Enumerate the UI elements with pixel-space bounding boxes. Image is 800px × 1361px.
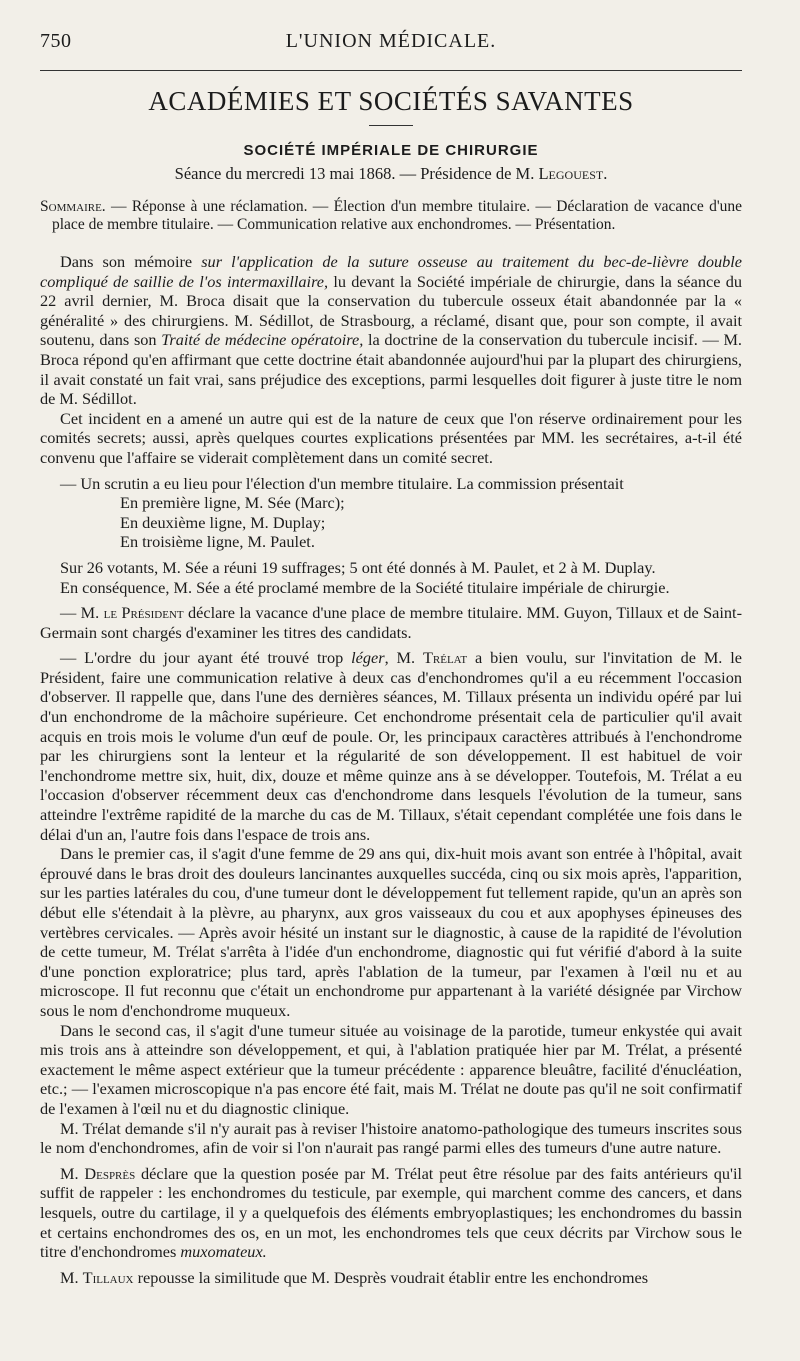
text-run: M.: [60, 1267, 83, 1287]
text-run: M.: [60, 1163, 85, 1183]
article-body: [40, 252, 742, 1287]
emphasis: muxomateux.: [180, 1242, 267, 1262]
session-end: .: [603, 164, 608, 183]
text-run: a bien voulu, sur l'invitation de M. le Président, faire une communication relative à deux cas d'enchondromes qu'il a eu récemment l'occasion d'observer. Il rappelle que, dans l'une des dernières séances, M. Tillaux présenta un individu opéré par lui d'un enchondrome de la mâchoire supérieure. Cet enchondrome présentait cela de particulier qu'il avait acquis en trois mois le volume d'un œuf de poule. Or, les principaux caractères attribués à l'enchondrome par les chirurgiens sont la lenteur et la régularité de son développement. Il est habituel de voir l'enchondrome mettre six, huit, dix, douze et même quinze ans à se développer. Toutefois, M. Trélat a eu l'occasion d'observer récemment deux cas d'enchondrome dans lesquels l'évolution de la tumeur, sans atteindre l'extrême rapidité de la marche du cas de M. Tillaux, s'était cependant complétée une fois dans le délai d'un an, l'autre fois dans l'espace de trois ans.: [40, 648, 742, 844]
speaker-name: Desprès: [84, 1163, 136, 1183]
summary-label: Sommaire: [40, 198, 102, 215]
paragraph-broca: [40, 252, 742, 409]
paragraph-scrutin: — Un scrutin a eu lieu pour l'élection d'un membre titulaire. La commission présentait: [60, 473, 624, 493]
title-rule: [369, 125, 413, 126]
text-run: repousse la similitude que M. Desprès voudrait établir entre les enchondromes: [133, 1267, 649, 1287]
text-run: — L'ordre du jour ayant été trouvé trop: [60, 648, 352, 668]
text-run: la doctrine de la conservation du tubercule incisif. — M. Broca répond qu'en affirmant que cette doctrine était abandonnée aujourd'hui par la plupart des chirurgiens, il avait constaté un fait vrai, sans préjudice des exceptions, parmi lesquelles doit figurer à juste titre le nom de M. Sédillot.: [40, 330, 743, 409]
summary-text: . — Réponse à une réclamation. — Élection d'un membre titulaire. — Déclaration de vacance d'une place de membre titulaire. — Communication relative aux enchondromes. — Présentation.: [52, 198, 742, 233]
paragraph-tillaux: [40, 1268, 742, 1288]
speaker-name: Tillaux: [82, 1267, 134, 1287]
paragraph-vacancy: [40, 603, 742, 642]
book-title: Traité de médecine opératoire,: [161, 330, 364, 350]
session-text: Séance du mercredi 13 mai 1868. — Présidence de M.: [174, 164, 539, 183]
society-name: SOCIÉTÉ IMPÉRIALE DE CHIRURGIE: [243, 142, 539, 159]
paragraph-votes: Sur 26 votants, M. Sée a réuni 19 suffrages; 5 ont été donnés à M. Paulet, et 2 à M. Duplay.: [60, 557, 656, 577]
text-run: Dans son mémoire: [60, 252, 202, 271]
section-title: ACADÉMIES ET SOCIÉTÉS SAVANTES: [148, 86, 634, 116]
summary: [40, 198, 742, 234]
header-rule: [40, 70, 742, 71]
emphasis: léger: [351, 648, 385, 668]
running-head: [40, 18, 742, 52]
candidate-line-1: En première ligne, M. Sée (Marc);: [120, 493, 345, 513]
text-run: déclare que la question posée par M. Trélat peut être résolue par des faits antérieurs qu'il suffit de rappeler : les enchondromes du testicule, par exemple, qui marchent comme des cancers, et dans lesquels, outre du cartilage, il y a quelquefois des éléments embryoplastiques; les enchondromes du bassin et certains enchondromes des os, en un mot, les enchondromes tels que ceux décrits par Virchow sous le titre d'enchondromes: [40, 1163, 742, 1262]
speaker-name: Trélat: [422, 648, 468, 668]
paragraph-trelat: [40, 648, 742, 844]
journal-title: L'UNION MÉDICALE.: [285, 30, 497, 52]
memoir-title: sur l'application de la suture osseuse au traitement du bec-de-lièvre double compliqué de saillie de l'os intermaxillaire,: [40, 252, 743, 291]
candidate-line-3: En troisième ligne, M. Paulet.: [120, 532, 315, 552]
paragraph-second-case: Dans le second cas, il s'agit d'une tumeur située au voisinage de la parotide, tumeur enkystée qui avait mis trois ans à atteindre son développement, et qui, à l'ablation pratiquée hier par M. Trélat, a présenté exactement le même aspect extérieur que la tumeur précédente : apparence bleuâtre, facilité d'énucléation, etc.; — l'examen microscopique n'a pas encore été fait, mais M. Trélat ne doute pas qu'il ne soit confirmatif de l'examen à l'œil nu et du diagnostic clinique.: [40, 1020, 742, 1118]
candidate-line-2: En deuxième ligne, M. Duplay;: [120, 512, 326, 532]
president-name: Legouest: [538, 164, 604, 183]
paragraph-first-case: Dans le premier cas, il s'agit d'une femme de 29 ans qui, dix-huit mois avant son entrée à l'hôpital, avait éprouvé dans le bras droit des douleurs lancinantes auxquelles succéda, cinq ou six mois après, l'apparition, sur les parties latérales du cou, d'une tumeur dont le développement fut tellement rapide, qu'un an après son début elle s'étendait à la plèvre, au pharynx, aux gros vaisseaux du cou et aux apophyses épineuses des vertèbres cervicales. — Après avoir hésité un instant sur le diagnostic, à cause de la rapidité de l'évolution de cette tumeur, M. Trélat s'arrêta à l'idée d'un enchondrome, diagnostic qui fut vérifié d'abord à la suite d'une ponction exploratrice; plus tard, après l'ablation de la tumeur, par l'examen à l'œil nu et au microscope. Il fut reconnu que c'était un enchondrome pur appartenant à la variété désignée par Virchow sous le nom d'enchondrome muqueux.: [40, 844, 742, 1020]
text-run: déclare la vacance d'une place de membre titulaire. MM. Guyon, Tillaux et de Saint-Germain sont chargés d'examiner les titres des candidats.: [40, 603, 742, 642]
page-number: 750: [40, 30, 72, 52]
paragraph-revision: M. Trélat demande s'il n'y aurait pas à reviser l'histoire anatomo-pathologique des tumeurs inscrites sous le nom d'enchondromes, afin de voir si l'on n'aurait pas rangé parmi elles des tumeurs d'une autre nature.: [40, 1118, 742, 1158]
paragraph-incident: Cet incident en a amené un autre qui est de la nature de ceux que l'on réserve ordinairement pour les comités secrets; aussi, après quelques courtes explications présentées par MM. les secrétaires, a-t-il été convenu que l'affaire se viderait complètement dans un comité secret.: [40, 408, 742, 467]
paragraph-despres: [40, 1164, 742, 1262]
president-title: le Président: [103, 603, 184, 623]
session-line: [40, 164, 742, 184]
text-run: , M.: [384, 648, 423, 668]
text-run: — M.: [60, 603, 104, 623]
paragraph-proclamation: En conséquence, M. Sée a été proclamé membre de la Société titulaire impériale de chirurgie.: [60, 577, 670, 597]
text-run: lu devant la Société impériale de chirurgie, dans la séance du 22 avril dernier, M. Broca disait que la conservation du tubercule osseux était abandonnée par la « généralité » des chirurgiens. M. Sédillot, de Strasbourg, a réclamé, disant que, pour son compte, il avait soutenu, dans son: [40, 271, 742, 350]
